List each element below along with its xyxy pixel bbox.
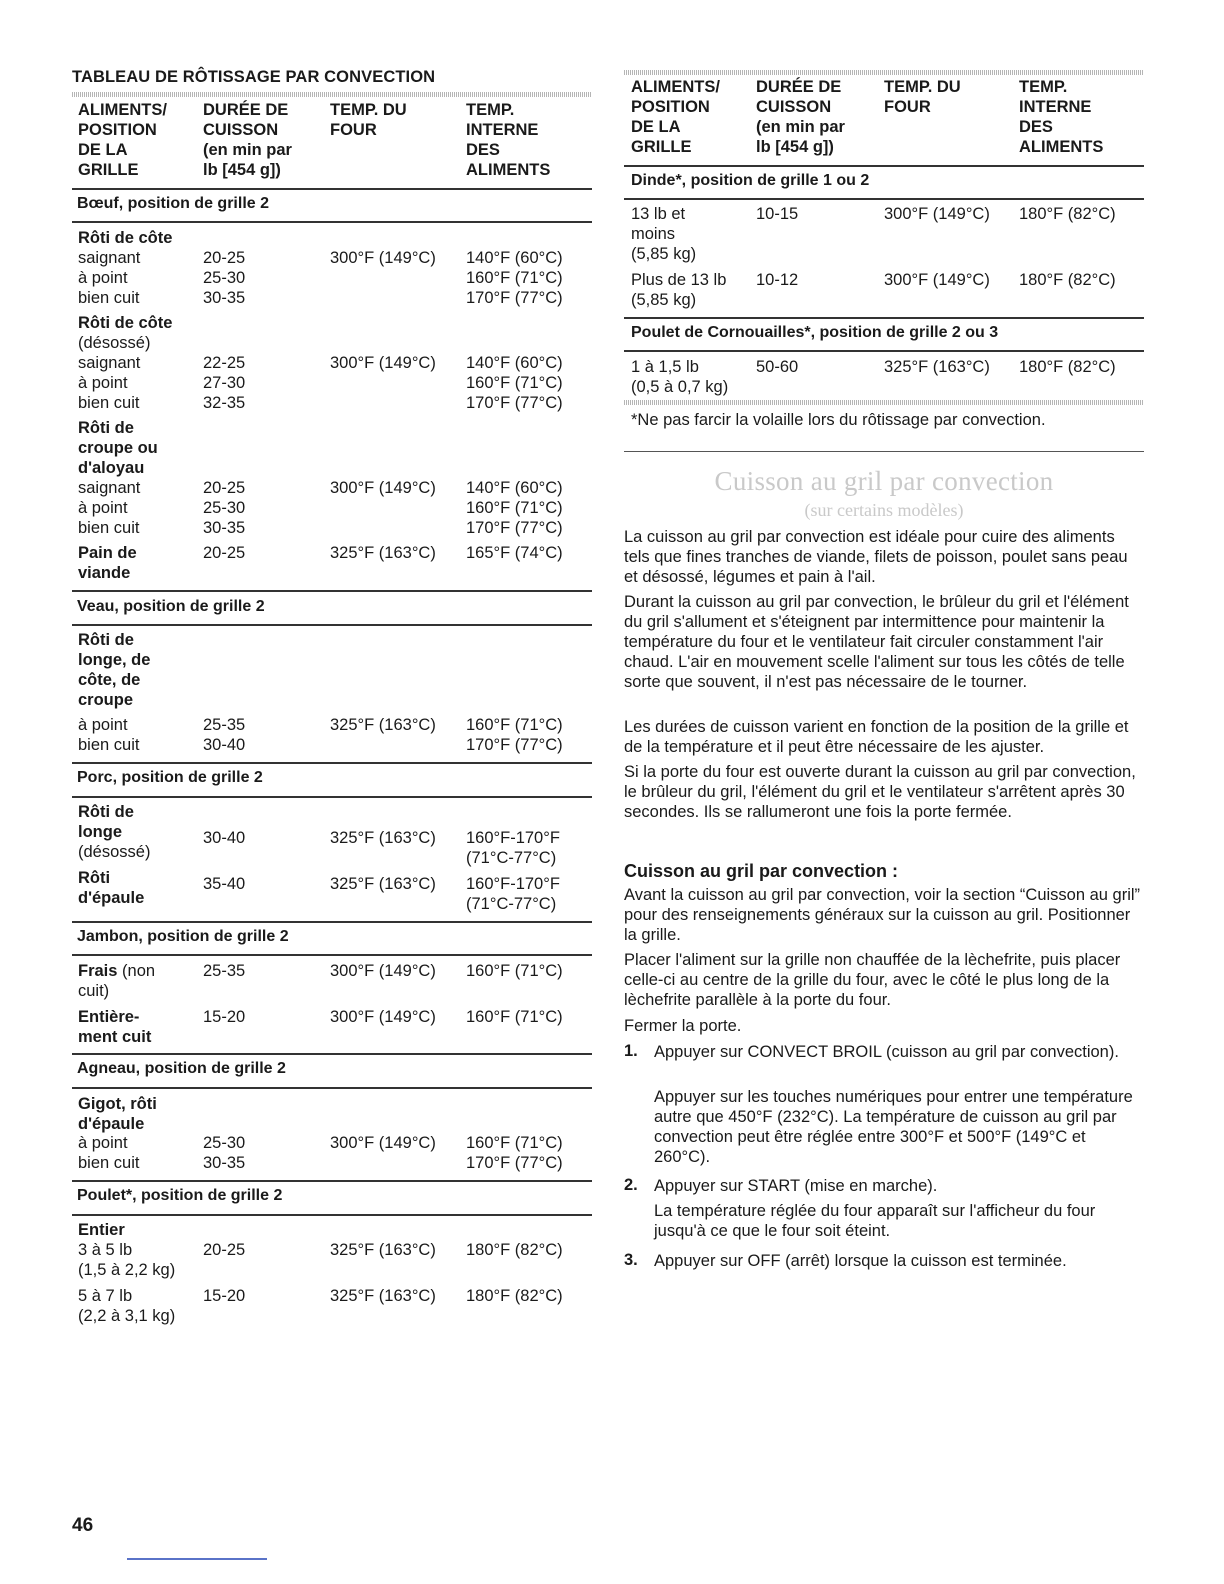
page-number: 46 bbox=[72, 1515, 94, 1536]
cell-times: 20-25 25-30 30-35 bbox=[203, 249, 246, 307]
table-footnote: *Ne pas farcir la volaille lors du rôtissage par convection. bbox=[631, 411, 1046, 429]
cell-oven: 300°F (149°C) bbox=[330, 962, 436, 980]
section-veau: Veau, position de grille 2 bbox=[77, 598, 265, 615]
cell-internal: 140°F (60°C) 160°F (71°C) 170°F (77°C) bbox=[466, 354, 563, 412]
cell-times: 30-40 bbox=[203, 829, 246, 847]
cell-times: 10-12 bbox=[756, 271, 799, 289]
table-top-rule bbox=[72, 92, 592, 97]
divider bbox=[72, 1053, 592, 1055]
row-title: Gigot, rôti d'épaule bbox=[78, 1095, 157, 1133]
header-temp-four: TEMP. DU FOUR bbox=[884, 78, 961, 116]
section-boeuf: Bœuf, position de grille 2 bbox=[77, 195, 269, 212]
divider bbox=[72, 1214, 592, 1216]
cell-oven: 325°F (163°C) bbox=[330, 1241, 436, 1259]
row-title-rest: (non bbox=[117, 962, 156, 980]
cell-oven: 325°F (163°C) bbox=[330, 1287, 436, 1305]
cell-internal: 160°F (71°C) bbox=[466, 962, 563, 980]
cell-internal: 140°F (60°C) 160°F (71°C) 170°F (77°C) bbox=[466, 479, 563, 537]
row-title-bold: Frais bbox=[78, 962, 118, 980]
cell-internal: 160°F (71°C) 170°F (77°C) bbox=[466, 1134, 563, 1172]
cell-times: 10-15 bbox=[756, 205, 799, 223]
row-subtitle: (désossé) bbox=[78, 334, 151, 352]
cell-oven: 325°F (163°C) bbox=[330, 875, 436, 893]
paragraph: Avant la cuisson au gril par convection, voir la section “Cuisson au gril” pour des renseignements généraux sur la cuisson au gril. Positionner la grille. bbox=[624, 886, 1141, 944]
step-detail: Appuyer sur les touches numériques pour entrer une température autre que 450°F (232°C). La température de cuisson au gril par convection peut être réglée entre 300°F et 500°F (149°C et 260°C). bbox=[654, 1088, 1133, 1166]
divider bbox=[72, 188, 592, 190]
divider bbox=[624, 165, 1144, 167]
cell-times: 15-20 bbox=[203, 1008, 246, 1026]
row-title bbox=[78, 961, 155, 981]
cell-oven: 325°F (163°C) bbox=[330, 829, 436, 847]
cell-oven: 300°F (149°C) bbox=[884, 271, 990, 289]
divider bbox=[624, 350, 1144, 352]
cell-names: à point bien cuit bbox=[78, 716, 140, 754]
row-title: Entière- ment cuit bbox=[78, 1008, 152, 1046]
header-aliments: ALIMENTS/ POSITION DE LA GRILLE bbox=[78, 101, 167, 179]
row-title: Rôti de longe bbox=[78, 803, 134, 841]
section-agneau: Agneau, position de grille 2 bbox=[77, 1060, 286, 1077]
row-title: Rôti de côte bbox=[78, 229, 173, 247]
cell-internal: 180°F (82°C) bbox=[466, 1241, 563, 1259]
header-aliments: ALIMENTS/ POSITION DE LA GRILLE bbox=[631, 78, 720, 156]
row-title: Rôti d'épaule bbox=[78, 869, 145, 907]
cell-times: 25-35 30-40 bbox=[203, 716, 246, 754]
cell-internal: 180°F (82°C) bbox=[1019, 358, 1116, 376]
cell-oven: 300°F (149°C) bbox=[330, 1134, 436, 1152]
footer-rule bbox=[127, 1558, 267, 1560]
subheading: Cuisson au gril par convection : bbox=[624, 861, 899, 881]
paragraph: Durant la cuisson au gril par convection, le brûleur du gril et l'élément du gril s'allument et s'éteignent par intermittence pour maintenir la température du four et le ventilateur fait circuler constamment l'air chaud. L'air en mouvement scelle l'aliment sur tous les côtés de telle sorte que souvent, il n'est pas nécessaire de le tourner. bbox=[624, 593, 1129, 691]
divider bbox=[624, 198, 1144, 200]
header-temp-interne: TEMP. INTERNE DES ALIMENTS bbox=[466, 101, 551, 179]
row-title: Rôti de longe, de côte, de croupe bbox=[78, 631, 151, 709]
cell-oven: 300°F (149°C) bbox=[330, 1008, 436, 1026]
section-cornouailles: Poulet de Cornouailles*, position de grille 2 ou 3 bbox=[631, 324, 999, 341]
cell-names: saignant à point bien cuit bbox=[78, 249, 141, 307]
section-poulet: Poulet*, position de grille 2 bbox=[77, 1187, 283, 1204]
divider bbox=[72, 921, 592, 923]
cell-oven: 325°F (163°C) bbox=[884, 358, 990, 376]
paragraph: Si la porte du four est ouverte durant la cuisson au gril par convection, le brûleur du gril, l'élément du gril et le ventilateur s'arrêtent après 30 secondes. Ils se rallumeront une fois la porte fermée. bbox=[624, 763, 1136, 821]
divider bbox=[72, 796, 592, 798]
cell-names: 1 à 1,5 lb (0,5 à 0,7 kg) bbox=[631, 358, 729, 396]
divider bbox=[72, 954, 592, 956]
cell-oven: 300°F (149°C) bbox=[330, 479, 436, 497]
divider bbox=[624, 317, 1144, 319]
cell-internal: 180°F (82°C) bbox=[1019, 271, 1116, 289]
cell-names: à point bien cuit bbox=[78, 1134, 140, 1172]
section-divider bbox=[624, 451, 1144, 452]
step-number: 3. bbox=[624, 1251, 638, 1269]
cell-internal: 160°F-170°F (71°C-77°C) bbox=[466, 875, 560, 913]
table-bottom-rule bbox=[624, 400, 1144, 405]
step-number: 1. bbox=[624, 1042, 638, 1060]
cell-internal: 160°F (71°C) 170°F (77°C) bbox=[466, 716, 563, 754]
cell-internal: 180°F (82°C) bbox=[1019, 205, 1116, 223]
cell-times: 20-25 25-30 30-35 bbox=[203, 479, 246, 537]
cell-internal: 165°F (74°C) bbox=[466, 544, 563, 562]
section-dinde: Dinde*, position de grille 1 ou 2 bbox=[631, 172, 870, 189]
cell-oven: 300°F (149°C) bbox=[330, 354, 436, 372]
cell-names: saignant à point bien cuit bbox=[78, 479, 141, 537]
paragraph: Les durées de cuisson varient en fonction de la position de la grille et de la température et il peut être nécessaire de les ajuster. bbox=[624, 718, 1129, 756]
divider bbox=[72, 590, 592, 592]
step-text: Appuyer sur OFF (arrêt) lorsque la cuisson est terminée. bbox=[654, 1252, 1067, 1270]
cell-times: 35-40 bbox=[203, 875, 246, 893]
cell-internal: 140°F (60°C) 160°F (71°C) 170°F (77°C) bbox=[466, 249, 563, 307]
paragraph: Placer l'aliment sur la grille non chauffée de la lèchefrite, puis placer celle-ci au centre de la grille du four, avec le côté le plus long de la lèchefrite parallèle à la porte du four. bbox=[624, 951, 1121, 1009]
table-title: TABLEAU DE RÔTISSAGE PAR CONVECTION bbox=[72, 68, 436, 86]
cell-times: 25-35 bbox=[203, 962, 246, 980]
row-title: Rôti de croupe ou d'aloyau bbox=[78, 419, 158, 477]
step-text: Appuyer sur CONVECT BROIL (cuisson au gril par convection). bbox=[654, 1043, 1119, 1061]
header-duree: DURÉE DE CUISSON (en min par lb [454 g]) bbox=[203, 101, 292, 179]
section-porc: Porc, position de grille 2 bbox=[77, 769, 263, 786]
cell-names: 3 à 5 lb (1,5 à 2,2 kg) bbox=[78, 1241, 176, 1279]
divider bbox=[72, 1087, 592, 1089]
table-top-rule bbox=[624, 70, 1144, 75]
cell-times: 15-20 bbox=[203, 1287, 246, 1305]
section-title: Cuisson au gril par convection bbox=[714, 466, 1054, 496]
divider bbox=[72, 762, 592, 764]
cell-names: 5 à 7 lb (2,2 à 3,1 kg) bbox=[78, 1287, 176, 1325]
cell-times: 20-25 bbox=[203, 544, 246, 562]
divider bbox=[72, 624, 592, 626]
cell-times: 50-60 bbox=[756, 358, 799, 376]
section-jambon: Jambon, position de grille 2 bbox=[77, 928, 289, 945]
cell-oven: 300°F (149°C) bbox=[884, 205, 990, 223]
cell-times: 25-30 30-35 bbox=[203, 1134, 246, 1172]
step-number: 2. bbox=[624, 1176, 638, 1194]
cell-times: 20-25 bbox=[203, 1241, 246, 1259]
cell-names: 13 lb et moins (5,85 kg) bbox=[631, 205, 697, 263]
divider bbox=[72, 1180, 592, 1182]
cell-internal: 160°F-170°F (71°C-77°C) bbox=[466, 829, 560, 867]
cell-oven: 325°F (163°C) bbox=[330, 716, 436, 734]
cell-names: Plus de 13 lb (5,85 kg) bbox=[631, 271, 727, 309]
step-detail: La température réglée du four apparaît sur l'afficheur du four jusqu'à ce que le four soit éteint. bbox=[654, 1202, 1096, 1240]
header-duree: DURÉE DE CUISSON (en min par lb [454 g]) bbox=[756, 78, 845, 156]
section-subtitle: (sur certains modèles) bbox=[804, 500, 964, 520]
row-title: Entier bbox=[78, 1221, 125, 1239]
row-subtitle: (désossé) bbox=[78, 843, 151, 861]
cell-oven: 325°F (163°C) bbox=[330, 544, 436, 562]
paragraph: La cuisson au gril par convection est idéale pour cuire des aliments tels que fines tranches de viande, filets de poisson, poulet sans peau et désossé, légumes et pain à l'ail. bbox=[624, 528, 1128, 586]
cell-internal: 180°F (82°C) bbox=[466, 1287, 563, 1305]
step-text: Appuyer sur START (mise en marche). bbox=[654, 1177, 938, 1195]
header-temp-four: TEMP. DU FOUR bbox=[330, 101, 407, 139]
divider bbox=[72, 221, 592, 223]
cell-oven: 300°F (149°C) bbox=[330, 249, 436, 267]
cell-names: saignant à point bien cuit bbox=[78, 354, 141, 412]
header-temp-interne: TEMP. INTERNE DES ALIMENTS bbox=[1019, 78, 1104, 156]
cell-internal: 160°F (71°C) bbox=[466, 1008, 563, 1026]
row-title: Pain de viande bbox=[78, 544, 137, 582]
cell-times: 22-25 27-30 32-35 bbox=[203, 354, 246, 412]
row-title-cont: cuit) bbox=[78, 982, 110, 1000]
paragraph: Fermer la porte. bbox=[624, 1017, 742, 1035]
row-title: Rôti de côte bbox=[78, 314, 173, 332]
